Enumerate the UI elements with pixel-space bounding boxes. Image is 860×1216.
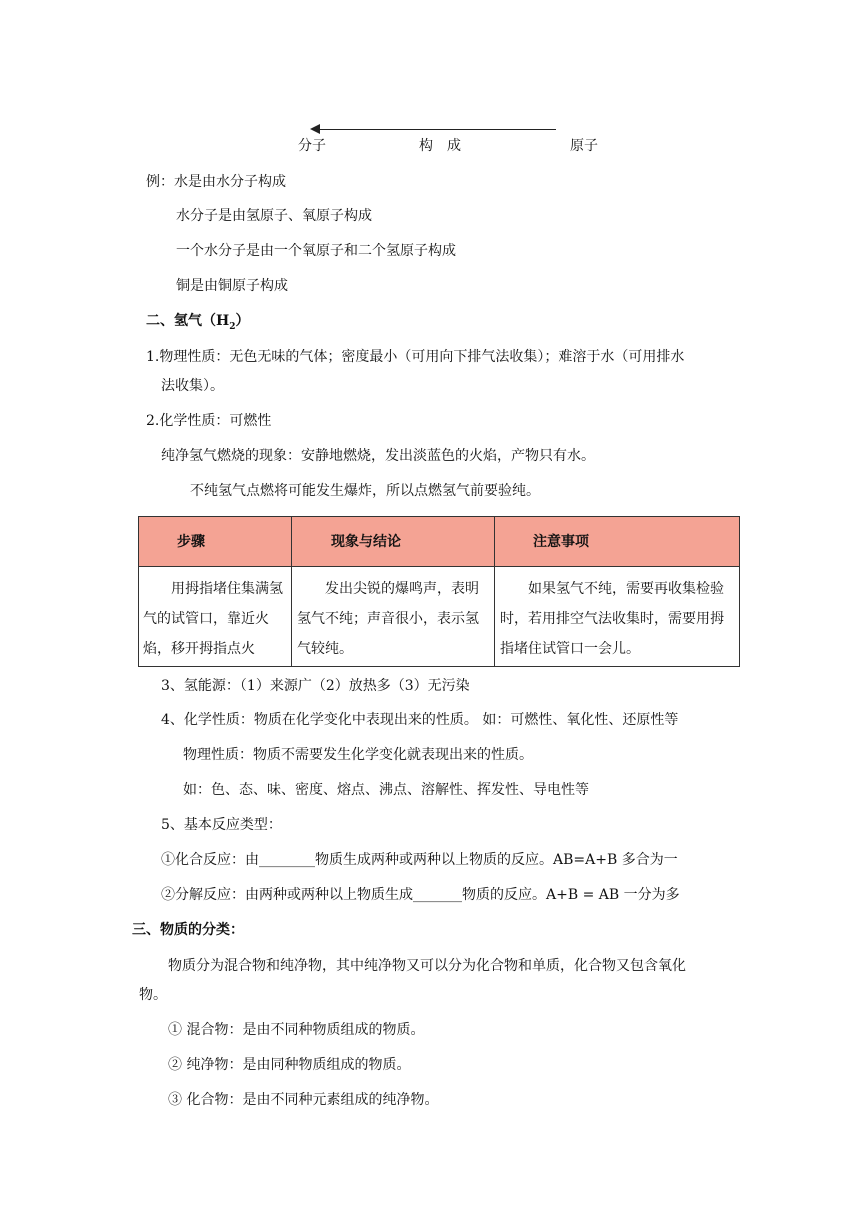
diagram-mid-label: 构 成 [419, 138, 461, 154]
physical-property-definition: 物理性质：物质不需要发生化学变化就表现出来的性质。 [183, 747, 533, 763]
physical-property-line-2: 法收集）。 [161, 378, 224, 394]
chemical-property: 2.化学性质：可燃性 [146, 413, 272, 429]
diagram-right-label: 原子 [570, 138, 598, 154]
table-cell-step: 用拇指堵住集满氢气的试管口，靠近火焰，移开拇指点火 [143, 581, 283, 657]
physical-property-line-1: 1.物理性质：无色无味的气体；密度最小（可用向下排气法收集）；难溶于水（可用排水 [146, 349, 685, 365]
chemical-property-definition: 4、化学性质：物质在化学变化中表现出来的性质。 如：可燃性、氧化性、还原性等 [161, 712, 679, 728]
reaction-types-heading: 5、基本反应类型： [161, 817, 282, 833]
physical-property-examples: 如：色、态、味、密度、熔点、沸点、溶解性、挥发性、导电性等 [183, 782, 589, 798]
pure-substance-definition: ② 纯净物：是由同种物质组成的物质。 [168, 1057, 411, 1073]
table-cell-notes: 如果氢气不纯，需要再收集检验时，若用排空气法收集时，需要用拇指堵住试管口一会儿。 [500, 581, 724, 657]
impure-hydrogen-note: 不纯氢气点燃将可能发生爆炸，所以点燃氢气前要验纯。 [190, 483, 540, 499]
example-line-1: 例：水是由水分子构成 [146, 174, 286, 190]
section-2-heading: 二、氢气$(H_2)$ [146, 313, 250, 332]
mixture-definition: ① 混合物：是由不同种物质组成的物质。 [168, 1022, 425, 1038]
table-divider-1 [291, 517, 292, 666]
burning-phenomenon: 纯净氢气燃烧的现象：安静地燃烧，发出淡蓝色的火焰，产物只有水。 [161, 448, 595, 464]
table-header-phenomenon: 现象与结论 [331, 534, 401, 550]
section-3-heading: 三、物质的分类： [132, 922, 244, 938]
hydrogen-energy: 3、氢能源：（1）来源广（2）放热多（3）无污染 [161, 678, 470, 694]
hydrogen-test-table [138, 516, 740, 667]
table-header-notes: 注意事项 [533, 534, 589, 550]
classification-intro-line-1: 物质分为混合物和纯净物，其中纯净物又可以分为化合物和单质，化合物又包含氧化 [168, 958, 686, 974]
diagram-left-label: 分子 [298, 138, 326, 154]
arrow-line [318, 129, 556, 130]
example-line-2: 水分子是由氢原子、氧原子构成 [176, 208, 372, 224]
table-cell-phenomenon: 发出尖锐的爆鸣声，表明氢气不纯；声音很小，表示氢气较纯。 [297, 581, 479, 657]
table-divider-2 [494, 517, 495, 666]
example-line-3: 一个水分子是由一个氧原子和二个氢原子构成 [176, 243, 456, 259]
combination-reaction: ①化合反应：由________物质生成两种或两种以上物质的反应。AB=A+B 多合为一 [161, 852, 678, 868]
classification-intro-line-2: 物。 [139, 987, 167, 1003]
table-header-step: 步骤 [177, 534, 205, 550]
table-header-row [139, 517, 739, 567]
decomposition-reaction: ②分解反应：由两种或两种以上物质生成_______物质的反应。A+B = AB 一分为多 [161, 887, 680, 903]
compound-definition: ③ 化合物：是由不同种元素组成的纯净物。 [168, 1092, 439, 1108]
example-line-4: 铜是由铜原子构成 [176, 278, 288, 294]
